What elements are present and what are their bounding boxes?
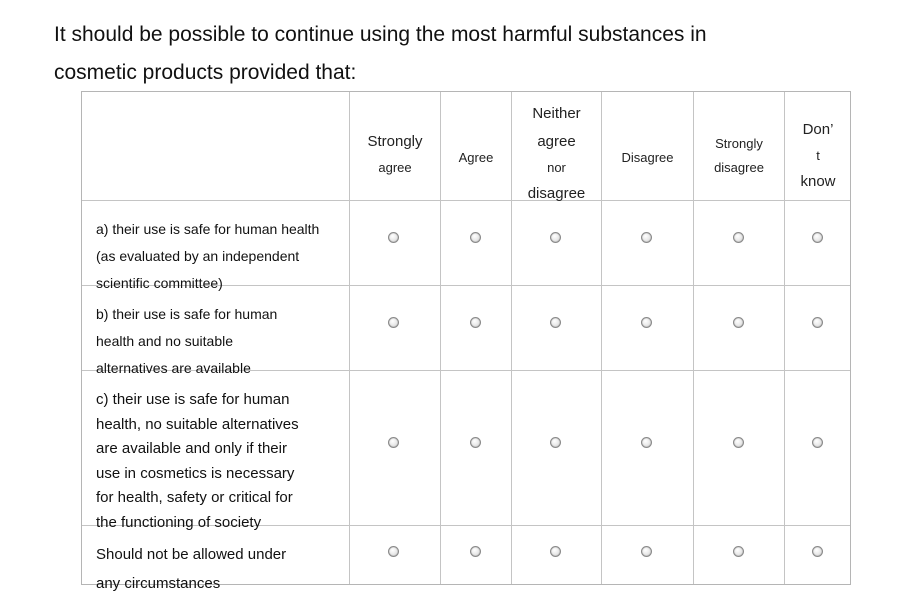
radio-a-dont-know[interactable] [812, 232, 823, 243]
question-line-1: It should be possible to continue using the most harmful substances in [54, 23, 707, 46]
radio-c-agree[interactable] [470, 437, 481, 448]
row-label-line: are available and only if their [96, 440, 287, 457]
row-label-a [96, 216, 319, 297]
radio-b-dont-know[interactable] [812, 317, 823, 328]
header-line: Neither [532, 105, 581, 122]
row-label-c [96, 388, 299, 535]
header-line: know [800, 173, 836, 190]
radio-c-dont-know[interactable] [812, 437, 823, 448]
header-line: agree [378, 160, 412, 175]
radio-c-neither[interactable] [550, 437, 561, 448]
header-dont-know [785, 116, 851, 196]
radio-c-strongly-disagree[interactable] [733, 437, 744, 448]
row-label-line: health and no suitable [96, 333, 233, 349]
radio-d-neither[interactable] [550, 546, 561, 557]
radio-a-neither[interactable] [550, 232, 561, 243]
header-line: Strongly [715, 136, 763, 151]
header-agree [441, 146, 511, 170]
header-line: disagree [714, 160, 764, 175]
radio-a-strongly-disagree[interactable] [733, 232, 744, 243]
row-label-line: a) their use is safe for human health [96, 221, 320, 237]
row-label-line: any circumstances [96, 575, 221, 592]
row-label-line: c) their use is safe for human [96, 391, 290, 408]
radio-a-strongly-agree[interactable] [388, 232, 399, 243]
radio-b-disagree[interactable] [641, 317, 652, 328]
row-label-d [96, 540, 286, 598]
question-text [54, 16, 854, 92]
row-label-line: alternatives are available [96, 360, 251, 376]
radio-b-neither[interactable] [550, 317, 561, 328]
row-label-line: scientific committee) [96, 275, 223, 291]
header-line: agree [537, 133, 576, 150]
header-line: t [816, 148, 820, 163]
radio-a-disagree[interactable] [641, 232, 652, 243]
grid-divider [82, 200, 850, 201]
header-line: nor [547, 160, 566, 175]
radio-d-agree[interactable] [470, 546, 481, 557]
row-label-line: the functioning of society [96, 513, 262, 531]
header-line: Don’ [802, 121, 834, 138]
header-strongly-disagree [694, 132, 784, 180]
row-label-line: health, no suitable alternatives [96, 415, 299, 433]
radio-d-dont-know[interactable] [812, 546, 823, 557]
row-label-b [96, 301, 277, 382]
header-line: Strongly [367, 133, 423, 150]
row-label-line: Should not be allowed under [96, 546, 287, 563]
header-strongly-agree [350, 128, 440, 180]
header-line: Agree [458, 150, 494, 165]
radio-d-strongly-disagree[interactable] [733, 546, 744, 557]
radio-a-agree[interactable] [470, 232, 481, 243]
radio-c-strongly-agree[interactable] [388, 437, 399, 448]
radio-b-agree[interactable] [470, 317, 481, 328]
question-line-2: cosmetic products provided that: [54, 61, 357, 84]
likert-grid [81, 91, 851, 592]
radio-d-disagree[interactable] [641, 546, 652, 557]
row-label-line: (as evaluated by an independent [96, 248, 300, 264]
radio-b-strongly-disagree[interactable] [733, 317, 744, 328]
row-label-line: use in cosmetics is necessary [96, 464, 295, 482]
header-neither [512, 100, 601, 208]
row-label-line: b) their use is safe for human [96, 306, 278, 322]
radio-d-strongly-agree[interactable] [388, 546, 399, 557]
radio-c-disagree[interactable] [641, 437, 652, 448]
header-disagree [602, 146, 693, 170]
header-line: Disagree [621, 150, 674, 165]
header-line: disagree [527, 185, 586, 202]
radio-b-strongly-agree[interactable] [388, 317, 399, 328]
row-label-line: for health, safety or critical for [96, 489, 293, 506]
